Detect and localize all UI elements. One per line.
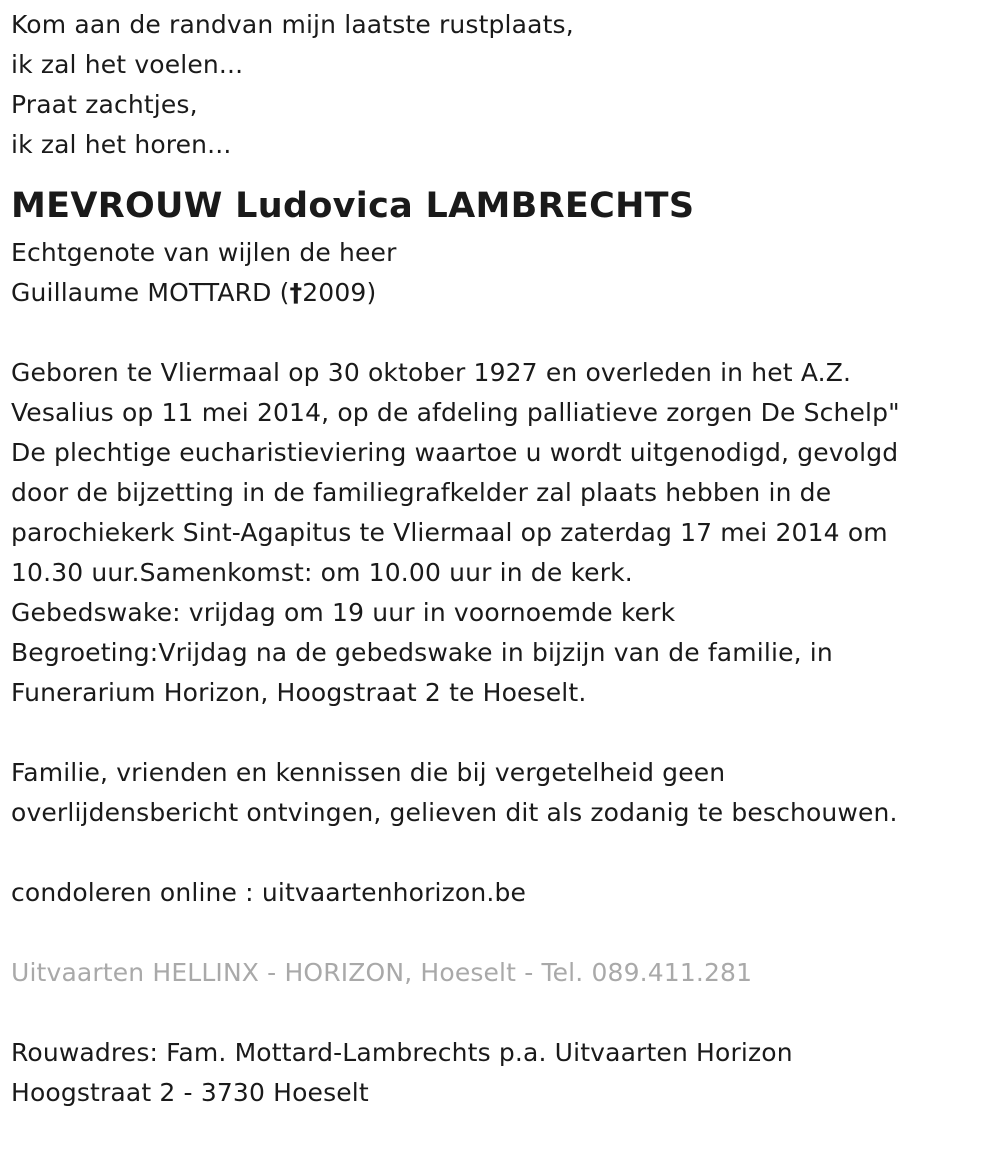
details-line-4: door de bijzetting in de familiegrafkelder zal plaats hebben in de bbox=[11, 478, 832, 507]
notice-line-2: overlijdensbericht ontvingen, gelieven dit als zodanig te beschouwen. bbox=[11, 798, 898, 827]
poem-line-2: ik zal het voelen... bbox=[11, 50, 244, 79]
spacer bbox=[11, 713, 1000, 753]
poem-line-1: Kom aan de randvan mijn laatste rustplaats, bbox=[11, 10, 574, 39]
deceased-name: Ludovica LAMBRECHTS bbox=[235, 186, 695, 226]
spacer bbox=[11, 913, 1000, 953]
deceased-name-heading bbox=[11, 185, 1000, 227]
details-line-5: parochiekerk Sint-Agapitus te Vliermaal op zaterdag 17 mei 2014 om bbox=[11, 518, 888, 547]
spacer bbox=[11, 833, 1000, 873]
deceased-title: MEVROUW bbox=[11, 186, 223, 226]
spouse-death-year: 2009) bbox=[302, 278, 377, 307]
poem-line-4: ik zal het horen... bbox=[11, 130, 232, 159]
details-line-3: De plechtige eucharistieviering waartoe u wordt uitgenodigd, gevolgd bbox=[11, 438, 899, 467]
mourning-address bbox=[11, 1033, 1000, 1113]
spacer bbox=[11, 993, 1000, 1033]
details-line-8: Begroeting:Vrijdag na de gebedswake in bijzijn van de familie, in bbox=[11, 638, 833, 667]
mourning-address-line-2: Hoogstraat 2 - 3730 Hoeselt bbox=[11, 1078, 369, 1107]
poem-line-3: Praat zachtjes, bbox=[11, 90, 198, 119]
details-line-9: Funerarium Horizon, Hoogstraat 2 te Hoeselt. bbox=[11, 678, 587, 707]
details-line-2: Vesalius op 11 mei 2014, op de afdeling palliatieve zorgen De Schelp" bbox=[11, 398, 900, 427]
poem bbox=[11, 5, 1000, 165]
spacer bbox=[11, 313, 1000, 353]
funeral-home-contact: Uitvaarten HELLINX - HORIZON, Hoeselt - Tel. 089.411.281 bbox=[11, 958, 753, 987]
details-line-6: 10.30 uur.Samenkomst: om 10.00 uur in de kerk. bbox=[11, 558, 633, 587]
mourning-address-line-1: Rouwadres: Fam. Mottard-Lambrechts p.a. Uitvaarten Horizon bbox=[11, 1038, 793, 1067]
spouse-line-2 bbox=[11, 273, 1000, 313]
spouse-name: Guillaume MOTTARD ( bbox=[11, 278, 290, 307]
notice-line-1: Familie, vrienden en kennissen die bij vergetelheid geen bbox=[11, 758, 726, 787]
spouse-line-1: Echtgenote van wijlen de heer bbox=[11, 238, 397, 267]
details-line-1: Geboren te Vliermaal op 30 oktober 1927 en overleden in het A.Z. bbox=[11, 358, 852, 387]
notice bbox=[11, 753, 1000, 833]
funeral-details bbox=[11, 353, 1000, 713]
cross-icon: † bbox=[289, 278, 303, 307]
condolence-online: condoleren online : uitvaartenhorizon.be bbox=[11, 878, 527, 907]
spouse-info bbox=[11, 233, 1000, 313]
details-line-7: Gebedswake: vrijdag om 19 uur in voornoemde kerk bbox=[11, 598, 676, 627]
